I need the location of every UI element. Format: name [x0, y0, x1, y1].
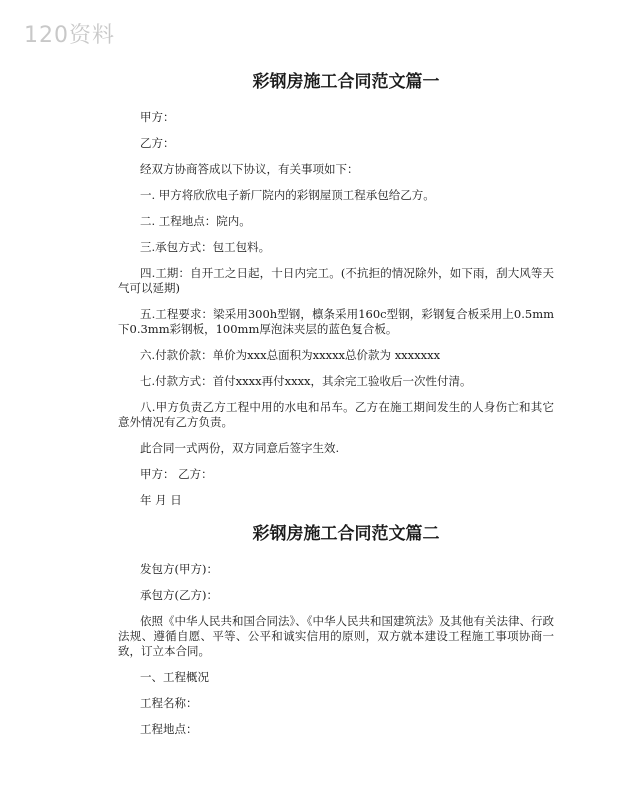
section1-paragraph: 乙方：	[140, 136, 175, 150]
section2-paragraph: 发包方(甲方)：	[140, 562, 218, 576]
section2-paragraph: 工程地点：	[140, 722, 198, 736]
section1-paragraph: 七.付款方式：首付xxxx再付xxxx，其余完工验收后一次性付清。	[140, 374, 472, 388]
section1-paragraph: 四.工期：自开工之日起，十日内完工。(不抗拒的情况除外，如下雨，刮大风等天气可以延期)	[118, 266, 554, 295]
section1-paragraph: 甲方： 乙方：	[140, 467, 213, 481]
section1-paragraph: 经双方协商答成以下协议，有关事项如下：	[140, 162, 359, 176]
section1-paragraph: 年 月 日	[140, 493, 182, 507]
section1-paragraph: 三.承包方式：包工包料。	[140, 240, 271, 254]
section1-paragraph: 一. 甲方将欣欣电子新厂院内的彩钢屋顶工程承包给乙方。	[140, 188, 435, 202]
section1-paragraph: 六.付款价款：单价为xxx总面积为xxxxx总价款为 xxxxxxx	[140, 348, 441, 362]
section2-paragraph: 一、工程概况	[140, 670, 209, 684]
section2-paragraph: 工程名称：	[140, 696, 198, 710]
section2-paragraph: 承包方(乙方)：	[140, 588, 218, 602]
section1-title: 彩钢房施工合同范文篇一	[252, 72, 440, 92]
section1-paragraph: 八.甲方负责乙方工程中用的水电和吊车。乙方在施工期间发生的人身伤亡和其它意外情况有乙方负责。	[118, 400, 554, 429]
section2-title: 彩钢房施工合同范文篇二	[252, 524, 440, 544]
document-body	[118, 70, 554, 748]
section1-paragraph: 五.工程要求：梁采用300h型钢，檩条采用160c型钢，彩钢复合板采用上0.5mm下0.3mm彩钢板，100mm厚泡沫夹层的蓝色复合板。	[118, 307, 554, 336]
section2-paragraph: 依照《中华人民共和国合同法》、《中华人民共和国建筑法》及其他有关法律、行政法规、遵循自愿、平等、公平和诚实信用的原则，双方就本建设工程施工事项协商一致，订立本合同。	[118, 614, 554, 658]
section1-paragraph: 此合同一式两份，双方同意后签字生效.	[140, 441, 340, 455]
section1-paragraph: 二. 工程地点：院内。	[140, 214, 251, 228]
section1-paragraph: 甲方：	[140, 110, 175, 124]
watermark: 120资料	[24, 23, 115, 48]
